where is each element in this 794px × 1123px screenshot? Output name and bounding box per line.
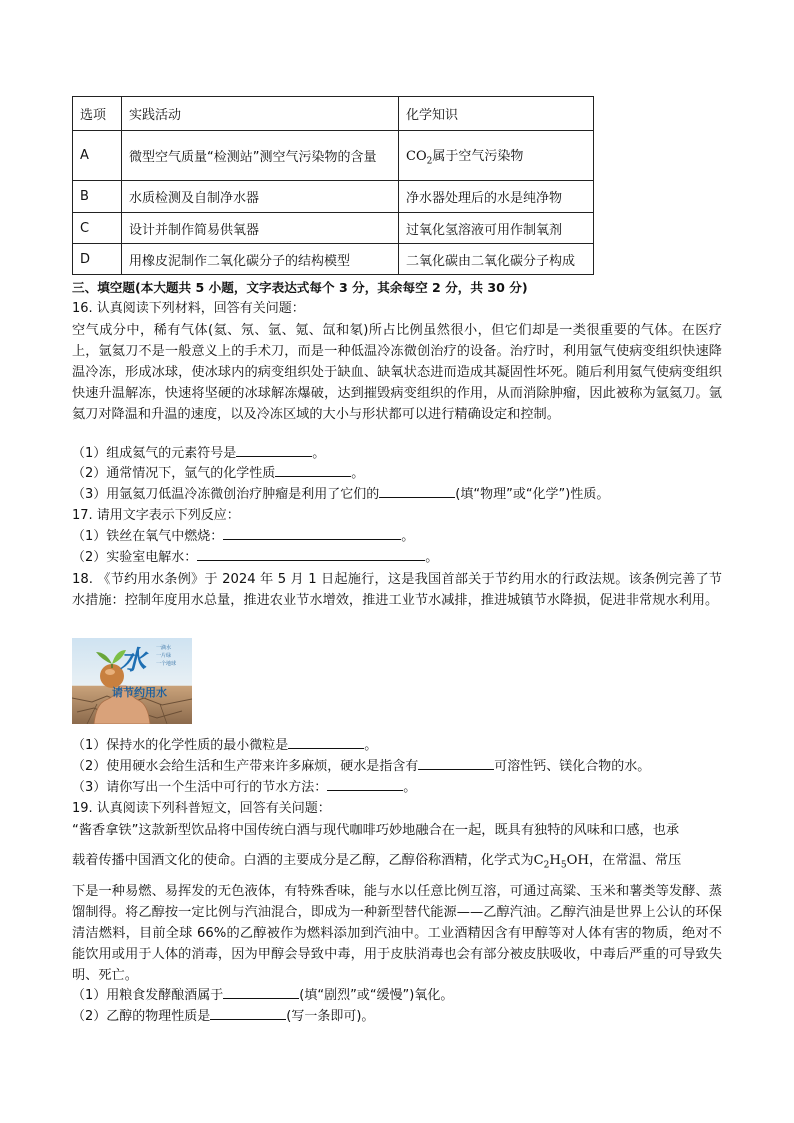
table-header-row <box>73 97 594 131</box>
table-row <box>73 181 594 213</box>
table-cell-activity: 水质检测及自制净水器 <box>122 181 399 213</box>
options-table <box>72 96 594 275</box>
q18-passage: 18. 《节约用水条例》于 2024 年 5 月 1 日起施行，这是我国首部关于节约用水的行政法规。该条例完善了节水措施：控制年度用水总量，推进农业节水增效，推进工业节水减排，推进城镇节水降损，促进非常规水利用。 <box>72 572 722 608</box>
answer-blank[interactable] <box>223 527 401 540</box>
q19-passage-line1: “酱香拿铁”这款新型饮品将中国传统白酒与现代咖啡巧妙地融合在一起，既具有独特的风味和口感，也承 <box>72 823 680 838</box>
section-title: 三、填空题(本大题共 5 小题，文字表达式每个 3 分，其余每空 2 分，共 30 分) <box>72 280 528 295</box>
save-water-poster-image <box>72 638 192 724</box>
answer-blank[interactable] <box>210 1007 286 1020</box>
table-cell-activity: 设计并制作简易供氧器 <box>122 213 399 244</box>
q16-sub2: （2）通常情况下，氩气的化学性质 。 <box>72 466 365 481</box>
table-cell-knowledge: 净水器处理后的水是纯净物 <box>399 181 594 213</box>
table-row <box>73 213 594 244</box>
q16-sub3: （3）用氩氦刀低温冷冻微创治疗肿瘤是利用了它们的 (填“物理”或“化学”)性质。 <box>72 487 610 502</box>
q16-heading: 16. 认真阅读下列材料，回答有关问题： <box>72 301 305 316</box>
answer-blank[interactable] <box>236 444 312 457</box>
q17-sub1: （1）铁丝在氧气中燃烧： 。 <box>72 529 415 544</box>
table-cell-activity: 微型空气质量“检测站”测空气污染物的含量 <box>122 131 399 181</box>
q19-sub1: （1）用粮食发酵酿酒属于 (填“剧烈”或“缓慢”)氧化。 <box>72 988 454 1003</box>
water-big-char: 水 <box>120 646 147 676</box>
q17-heading: 17. 请用文字表示下列反应： <box>72 508 240 523</box>
q19-sub2: （2）乙醇的物理性质是 (写一条即可)。 <box>72 1009 375 1024</box>
q18-sub3: （3）请你写出一个生活中可行的节水方法： 。 <box>72 780 417 795</box>
table-cell-option: C <box>73 213 122 244</box>
answer-blank[interactable] <box>197 548 425 561</box>
q17-sub2: （2）实验室电解水： 。 <box>72 550 439 565</box>
table-header-cell: 化学知识 <box>399 97 594 131</box>
table-cell-option: B <box>73 181 122 213</box>
table-cell-option: A <box>73 131 122 181</box>
q19-heading: 19. 认真阅读下列科普短文，回答有关问题： <box>72 801 331 816</box>
table-cell-knowledge: $CO_2$属于空气污染物 <box>399 131 594 181</box>
water-small-text: 一滴水 一片绿 一个地球 <box>156 645 177 667</box>
table-row <box>73 244 594 275</box>
answer-blank[interactable] <box>223 986 299 999</box>
ethanol-formula: $C_2H_5OH$ <box>533 853 589 871</box>
answer-blank[interactable] <box>275 464 351 477</box>
table-row <box>73 131 594 181</box>
q18-sub1: （1）保持水的化学性质的最小微粒是 。 <box>72 738 378 753</box>
q16-sub1: （1）组成氦气的元素符号是 。 <box>72 446 326 461</box>
answer-blank[interactable] <box>288 736 364 749</box>
answer-blank[interactable] <box>327 778 403 791</box>
answer-blank[interactable] <box>379 485 455 498</box>
co2-formula: $CO_2$ <box>406 148 433 167</box>
answer-blank[interactable] <box>418 757 494 770</box>
q16-passage: 空气成分中，稀有气体(氦、氖、氩、氪、氙和氡)所占比例虽然很小，但它们却是一类很重要的气体。在医疗上，氩氦刀不是一般意义上的手术刀，而是一种低温冷冻微创治疗的设备。治疗时，利用氩气使病变组织快速降温冷冻，形成冰球，使冰球内的病变组织处于缺血、缺氧状态进而造成其凝固性坏死。随后利用氦气使病变组织快速升温解冻，快速将坚硬的冰球解冻爆破，达到摧毁病变组织的作用，从而消除肿瘤，因此被称为氩氦刀。氩氦刀对降温和升温的速度，以及冷冻区域的大小与形状都可以进行精确设定和控制。 <box>72 323 722 422</box>
q18-sub2: （2）使用硬水会给生活和生产带来许多麻烦，硬水是指含有 可溶性钙、镁化合物的水。 <box>72 759 651 774</box>
table-cell-knowledge: 二氧化碳由二氧化碳分子构成 <box>399 244 594 275</box>
table-header-cell: 实践活动 <box>122 97 399 131</box>
table-header-cell: 选项 <box>73 97 122 131</box>
table-cell-knowledge: 过氧化氢溶液可用作制氧剂 <box>399 213 594 244</box>
water-slogan: 请节约用水 <box>112 686 167 699</box>
q19-passage-line2: 载着传播中国酒文化的使命。白酒的主要成分是乙醇，乙醇俗称酒精，化学式为$C_2H_5OH$，在常温、常压 <box>72 853 682 871</box>
table-cell-option: D <box>73 244 122 275</box>
table-cell-activity: 用橡皮泥制作二氧化碳分子的结构模型 <box>122 244 399 275</box>
q19-passage-rest: 下是一种易燃、易挥发的无色液体，有特殊香味，能与水以任意比例互溶，可通过高粱、玉米和薯类等发酵、蒸馏制得。将乙醇按一定比例与汽油混合，即成为一种新型替代能源——乙醇汽油。乙醇汽油是世界上公认的环保清洁燃料，目前全球 66%的乙醇被作为燃料添加到汽油中。工业酒精因含有甲醇等对人体有害的物质，绝对不能饮用或用于人体的消毒，因为甲醇会导致中毒，用于皮肤消毒也会有部分被皮肤吸收，中毒后严重的可导致失明、死亡。 <box>72 884 722 983</box>
